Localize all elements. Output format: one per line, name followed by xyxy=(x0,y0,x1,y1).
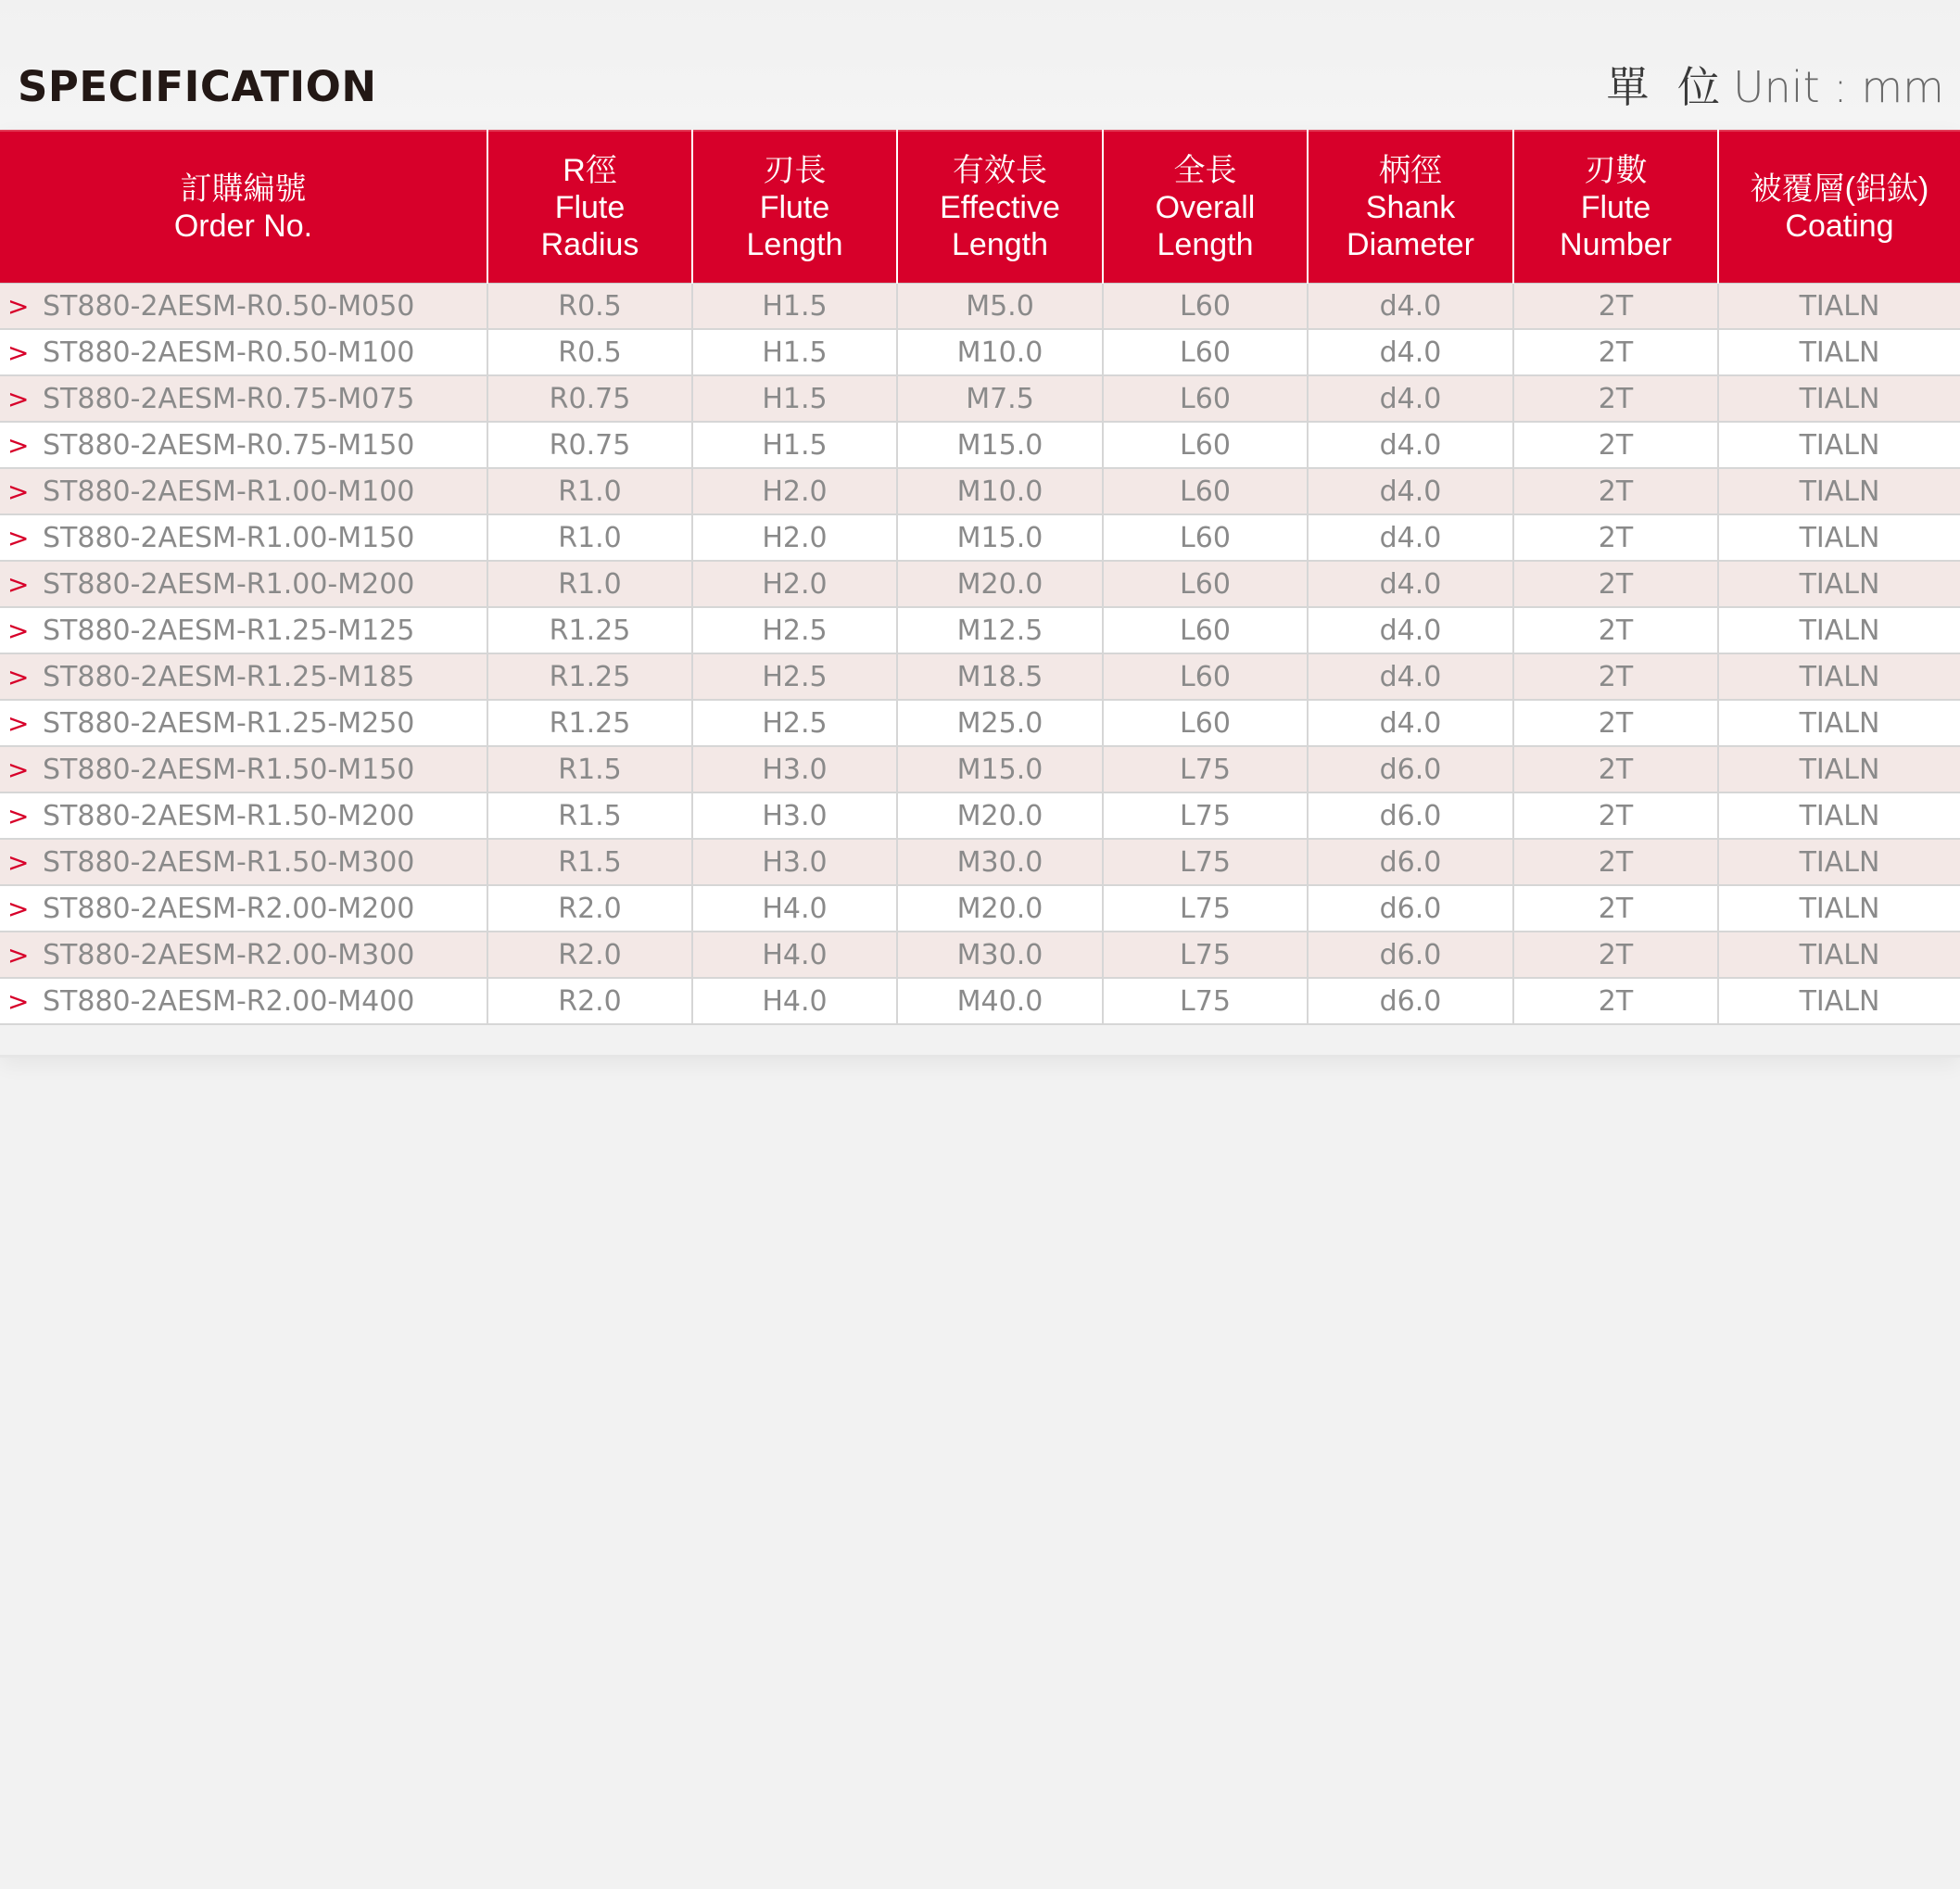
cell-flute-radius: R2.0 xyxy=(487,932,692,978)
cell-shank-diameter: d4.0 xyxy=(1308,653,1513,700)
cell-flute-radius: R0.75 xyxy=(487,422,692,468)
table-row[interactable] xyxy=(0,700,1960,746)
cell-shank-diameter: d6.0 xyxy=(1308,792,1513,839)
cell-overall-length: L75 xyxy=(1103,978,1308,1024)
table-header-row xyxy=(0,131,1960,284)
table-row[interactable] xyxy=(0,329,1960,375)
cell-flute-radius: R0.5 xyxy=(487,329,692,375)
chevron-right-icon: > xyxy=(7,661,30,692)
cell-flute-length: H1.5 xyxy=(692,284,897,330)
table-row[interactable] xyxy=(0,932,1960,978)
chevron-right-icon: > xyxy=(7,290,30,322)
cell-shank-diameter: d6.0 xyxy=(1308,885,1513,932)
cell-coating: TIALN xyxy=(1718,839,1960,885)
cell-flute-length: H2.0 xyxy=(692,468,897,514)
chevron-right-icon: > xyxy=(7,985,30,1017)
column-header-coating xyxy=(1718,131,1960,284)
cell-flute-radius: R2.0 xyxy=(487,978,692,1024)
cell-flute-number: 2T xyxy=(1513,839,1718,885)
cell-flute-number: 2T xyxy=(1513,284,1718,330)
cell-flute-number: 2T xyxy=(1513,700,1718,746)
order-number[interactable]: ST880-2AESM-R1.25-M185 xyxy=(43,660,415,693)
chevron-right-icon: > xyxy=(7,754,30,785)
cell-overall-length: L60 xyxy=(1103,700,1308,746)
cell-order-no[interactable] xyxy=(0,839,487,885)
column-header-overall-length xyxy=(1103,131,1308,284)
cell-coating: TIALN xyxy=(1718,514,1960,561)
cell-coating: TIALN xyxy=(1718,885,1960,932)
order-number[interactable]: ST880-2AESM-R1.00-M100 xyxy=(43,475,415,508)
chevron-right-icon: > xyxy=(7,939,30,970)
column-header-flute-number xyxy=(1513,131,1718,284)
cell-flute-number: 2T xyxy=(1513,653,1718,700)
cell-shank-diameter: d6.0 xyxy=(1308,978,1513,1024)
order-number[interactable]: ST880-2AESM-R1.50-M150 xyxy=(43,753,415,786)
cell-flute-length: H4.0 xyxy=(692,885,897,932)
cell-flute-number: 2T xyxy=(1513,792,1718,839)
cell-effective-length: M10.0 xyxy=(897,329,1103,375)
cell-effective-length: M25.0 xyxy=(897,700,1103,746)
column-header-text: 全長 xyxy=(1173,152,1237,188)
cell-effective-length: M30.0 xyxy=(897,932,1103,978)
chevron-right-icon: > xyxy=(7,429,30,461)
cell-flute-length: H2.5 xyxy=(692,653,897,700)
cell-overall-length: L75 xyxy=(1103,885,1308,932)
cell-flute-length: H4.0 xyxy=(692,932,897,978)
cell-shank-diameter: d4.0 xyxy=(1308,375,1513,422)
cell-coating: TIALN xyxy=(1718,978,1960,1024)
table-row[interactable] xyxy=(0,978,1960,1024)
cell-order-no[interactable] xyxy=(0,607,487,653)
cell-overall-length: L60 xyxy=(1103,468,1308,514)
cell-order-no[interactable] xyxy=(0,932,487,978)
cell-shank-diameter: d6.0 xyxy=(1308,932,1513,978)
cell-shank-diameter: d4.0 xyxy=(1308,422,1513,468)
cell-overall-length: L60 xyxy=(1103,607,1308,653)
cell-shank-diameter: d4.0 xyxy=(1308,561,1513,607)
table-row[interactable] xyxy=(0,792,1960,839)
chevron-right-icon: > xyxy=(7,568,30,600)
table-row[interactable] xyxy=(0,885,1960,932)
cell-coating: TIALN xyxy=(1718,700,1960,746)
cell-overall-length: L60 xyxy=(1103,329,1308,375)
cell-flute-radius: R1.25 xyxy=(487,653,692,700)
column-header-flute-length xyxy=(692,131,897,284)
cell-overall-length: L75 xyxy=(1103,746,1308,792)
table-row[interactable] xyxy=(0,839,1960,885)
cell-shank-diameter: d4.0 xyxy=(1308,700,1513,746)
cell-order-no[interactable] xyxy=(0,468,487,514)
cell-coating: TIALN xyxy=(1718,422,1960,468)
cell-overall-length: L60 xyxy=(1103,653,1308,700)
order-number[interactable]: ST880-2AESM-R1.00-M150 xyxy=(43,521,415,554)
column-header-text: 訂購編號 xyxy=(180,171,307,207)
table-row[interactable] xyxy=(0,422,1960,468)
column-header-text: Effective xyxy=(940,189,1060,225)
cell-coating: TIALN xyxy=(1718,329,1960,375)
column-header-text: 被覆層(鋁鈦) xyxy=(1750,171,1929,207)
cell-effective-length: M20.0 xyxy=(897,885,1103,932)
cell-effective-length: M15.0 xyxy=(897,514,1103,561)
order-number[interactable]: ST880-2AESM-R1.50-M300 xyxy=(43,845,415,879)
order-number[interactable]: ST880-2AESM-R2.00-M200 xyxy=(43,892,415,925)
order-number[interactable]: ST880-2AESM-R1.25-M250 xyxy=(43,706,415,740)
cell-flute-length: H3.0 xyxy=(692,746,897,792)
cell-coating: TIALN xyxy=(1718,468,1960,514)
cell-flute-number: 2T xyxy=(1513,561,1718,607)
cell-effective-length: M18.5 xyxy=(897,653,1103,700)
cell-order-no[interactable] xyxy=(0,514,487,561)
cell-shank-diameter: d4.0 xyxy=(1308,607,1513,653)
cell-flute-length: H2.0 xyxy=(692,514,897,561)
cell-shank-diameter: d6.0 xyxy=(1308,746,1513,792)
column-header-text: Flute xyxy=(759,189,830,225)
cell-flute-number: 2T xyxy=(1513,422,1718,468)
unit-label-en: Unit : mm xyxy=(1732,62,1944,112)
cell-coating: TIALN xyxy=(1718,561,1960,607)
order-number[interactable]: ST880-2AESM-R0.75-M150 xyxy=(43,428,415,462)
cell-flute-number: 2T xyxy=(1513,607,1718,653)
column-header-text: R徑 xyxy=(563,152,617,188)
column-header-text: Length xyxy=(1157,226,1254,262)
order-number[interactable]: ST880-2AESM-R0.75-M075 xyxy=(43,382,415,415)
cell-shank-diameter: d4.0 xyxy=(1308,468,1513,514)
cell-overall-length: L60 xyxy=(1103,561,1308,607)
cell-shank-diameter: d4.0 xyxy=(1308,284,1513,330)
cell-flute-radius: R1.5 xyxy=(487,839,692,885)
chevron-right-icon: > xyxy=(7,475,30,507)
order-number[interactable]: ST880-2AESM-R2.00-M400 xyxy=(43,984,415,1018)
cell-effective-length: M12.5 xyxy=(897,607,1103,653)
column-header-text: Diameter xyxy=(1347,226,1474,262)
column-header-text: Shank xyxy=(1365,189,1456,225)
cell-flute-number: 2T xyxy=(1513,375,1718,422)
cell-flute-length: H1.5 xyxy=(692,375,897,422)
column-header-text: Length xyxy=(746,226,843,262)
column-header-text: 柄徑 xyxy=(1379,152,1442,188)
column-header-effective-length xyxy=(897,131,1103,284)
cell-overall-length: L75 xyxy=(1103,932,1308,978)
cell-order-no[interactable] xyxy=(0,561,487,607)
cell-overall-length: L60 xyxy=(1103,375,1308,422)
cell-flute-radius: R0.75 xyxy=(487,375,692,422)
cell-order-no[interactable] xyxy=(0,422,487,468)
chevron-right-icon: > xyxy=(7,615,30,646)
cell-flute-length: H1.5 xyxy=(692,422,897,468)
cell-order-no[interactable] xyxy=(0,746,487,792)
cell-flute-radius: R1.25 xyxy=(487,700,692,746)
cell-shank-diameter: d4.0 xyxy=(1308,329,1513,375)
cell-overall-length: L75 xyxy=(1103,792,1308,839)
cell-effective-length: M40.0 xyxy=(897,978,1103,1024)
column-header-text: Flute xyxy=(1580,189,1651,225)
column-header-text: 刃數 xyxy=(1584,152,1648,188)
cell-flute-radius: R1.5 xyxy=(487,792,692,839)
cell-flute-radius: R1.0 xyxy=(487,468,692,514)
cell-overall-length: L60 xyxy=(1103,284,1308,330)
chevron-right-icon: > xyxy=(7,522,30,553)
cell-order-no[interactable] xyxy=(0,653,487,700)
order-number[interactable]: ST880-2AESM-R1.25-M125 xyxy=(43,614,415,647)
table-bottom-edge xyxy=(0,1055,1960,1058)
cell-order-no[interactable] xyxy=(0,792,487,839)
column-header-text: Number xyxy=(1560,226,1672,262)
column-header-text: Radius xyxy=(540,226,639,262)
cell-coating: TIALN xyxy=(1718,746,1960,792)
order-number[interactable]: ST880-2AESM-R2.00-M300 xyxy=(43,938,415,971)
table-body xyxy=(0,284,1960,1025)
table-row[interactable] xyxy=(0,375,1960,422)
order-number[interactable]: ST880-2AESM-R1.50-M200 xyxy=(43,799,415,832)
table-row[interactable] xyxy=(0,514,1960,561)
column-header-text: 有效長 xyxy=(953,152,1047,188)
table-row[interactable] xyxy=(0,468,1960,514)
cell-order-no[interactable] xyxy=(0,978,487,1024)
chevron-right-icon: > xyxy=(7,707,30,739)
cell-effective-length: M20.0 xyxy=(897,792,1103,839)
cell-coating: TIALN xyxy=(1718,607,1960,653)
cell-effective-length: M7.5 xyxy=(897,375,1103,422)
cell-order-no[interactable] xyxy=(0,329,487,375)
cell-flute-length: H2.5 xyxy=(692,607,897,653)
chevron-right-icon: > xyxy=(7,893,30,924)
cell-flute-number: 2T xyxy=(1513,978,1718,1024)
table-row[interactable] xyxy=(0,607,1960,653)
cell-flute-length: H3.0 xyxy=(692,839,897,885)
cell-order-no[interactable] xyxy=(0,885,487,932)
cell-overall-length: L60 xyxy=(1103,422,1308,468)
cell-flute-length: H2.0 xyxy=(692,561,897,607)
column-header-order-no xyxy=(0,131,487,284)
cell-flute-number: 2T xyxy=(1513,329,1718,375)
table-row[interactable] xyxy=(0,746,1960,792)
cell-coating: TIALN xyxy=(1718,932,1960,978)
cell-effective-length: M5.0 xyxy=(897,284,1103,330)
cell-effective-length: M15.0 xyxy=(897,746,1103,792)
cell-flute-length: H1.5 xyxy=(692,329,897,375)
cell-flute-number: 2T xyxy=(1513,746,1718,792)
cell-coating: TIALN xyxy=(1718,653,1960,700)
cell-effective-length: M20.0 xyxy=(897,561,1103,607)
column-header-text: 刃長 xyxy=(763,152,827,188)
cell-effective-length: M15.0 xyxy=(897,422,1103,468)
cell-coating: TIALN xyxy=(1718,284,1960,330)
column-header-text: Flute xyxy=(554,189,626,225)
cell-order-no[interactable] xyxy=(0,700,487,746)
column-header-text: Order No. xyxy=(173,208,313,244)
cell-order-no[interactable] xyxy=(0,375,487,422)
cell-flute-length: H3.0 xyxy=(692,792,897,839)
cell-flute-radius: R0.5 xyxy=(487,284,692,330)
cell-coating: TIALN xyxy=(1718,375,1960,422)
cell-shank-diameter: d6.0 xyxy=(1308,839,1513,885)
cell-overall-length: L60 xyxy=(1103,514,1308,561)
cell-effective-length: M30.0 xyxy=(897,839,1103,885)
cell-flute-length: H2.5 xyxy=(692,700,897,746)
table-row[interactable] xyxy=(0,653,1960,700)
unit-label xyxy=(1606,59,1944,115)
table-row[interactable] xyxy=(0,284,1960,330)
order-number[interactable]: ST880-2AESM-R1.00-M200 xyxy=(43,567,415,601)
chevron-right-icon: > xyxy=(7,383,30,414)
cell-flute-radius: R1.25 xyxy=(487,607,692,653)
specification-table xyxy=(0,130,1960,1025)
cell-effective-length: M10.0 xyxy=(897,468,1103,514)
cell-flute-number: 2T xyxy=(1513,514,1718,561)
table-row[interactable] xyxy=(0,561,1960,607)
column-header-flute-radius xyxy=(487,131,692,284)
cell-flute-length: H4.0 xyxy=(692,978,897,1024)
cell-flute-radius: R1.0 xyxy=(487,561,692,607)
page-title: SPECIFICATION xyxy=(18,62,377,111)
cell-order-no[interactable] xyxy=(0,284,487,330)
cell-flute-number: 2T xyxy=(1513,932,1718,978)
column-header-text: Coating xyxy=(1785,208,1894,244)
chevron-right-icon: > xyxy=(7,800,30,831)
cell-flute-radius: R1.0 xyxy=(487,514,692,561)
column-header-shank-diameter xyxy=(1308,131,1513,284)
cell-flute-number: 2T xyxy=(1513,468,1718,514)
order-number[interactable]: ST880-2AESM-R0.50-M100 xyxy=(43,336,415,369)
column-header-text: Overall xyxy=(1155,189,1256,225)
cell-coating: TIALN xyxy=(1718,792,1960,839)
cell-flute-number: 2T xyxy=(1513,885,1718,932)
column-header-text: Length xyxy=(952,226,1048,262)
chevron-right-icon: > xyxy=(7,336,30,368)
cell-flute-radius: R2.0 xyxy=(487,885,692,932)
unit-label-cjk: 單 位 xyxy=(1606,62,1727,112)
cell-shank-diameter: d4.0 xyxy=(1308,514,1513,561)
cell-overall-length: L75 xyxy=(1103,839,1308,885)
chevron-right-icon: > xyxy=(7,846,30,878)
cell-flute-radius: R1.5 xyxy=(487,746,692,792)
order-number[interactable]: ST880-2AESM-R0.50-M050 xyxy=(43,289,415,323)
